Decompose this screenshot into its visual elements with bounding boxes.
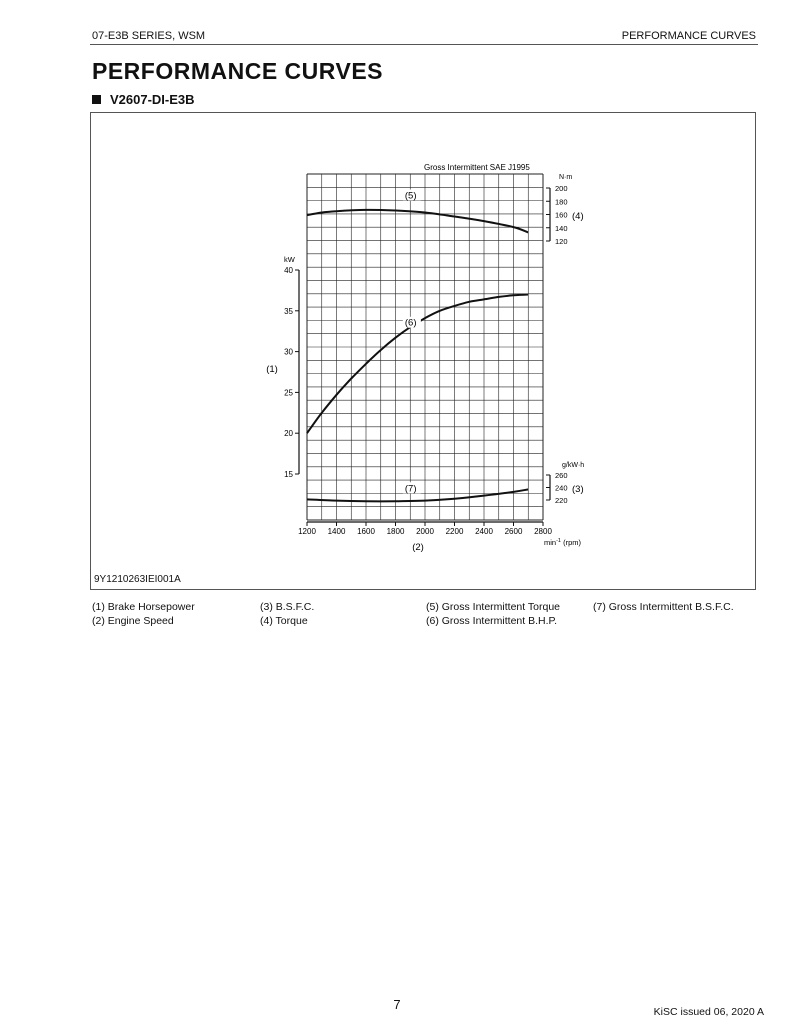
legend-item-5: (5) Gross Intermittent Torque xyxy=(426,601,561,613)
x-tick-label: 1600 xyxy=(357,527,375,536)
legend-item-7: (7) Gross Intermittent B.S.F.C. xyxy=(593,601,734,613)
power-axis-label: (1) xyxy=(266,364,278,375)
series-curve-power xyxy=(307,295,528,434)
torque-axis-label: (4) xyxy=(572,211,584,222)
series-label-power: (6) xyxy=(404,317,417,329)
power-tick-label: 30 xyxy=(284,347,293,357)
x-tick-label: 2200 xyxy=(445,527,464,536)
torque-tick-label: 160 xyxy=(555,210,568,220)
legend-item-6: (6) Gross Intermittent B.H.P. xyxy=(426,615,558,627)
torque-tick-label: 140 xyxy=(555,223,568,233)
power-axis-unit: kW xyxy=(284,255,295,264)
x-axis-label: (2) xyxy=(412,542,424,553)
x-axis-unit-superscript: -1 xyxy=(556,538,561,544)
x-tick-label: 1400 xyxy=(327,527,346,536)
header-series: 07-E3B SERIES, WSM xyxy=(92,30,206,42)
header-section: PERFORMANCE CURVES xyxy=(621,30,756,42)
x-tick-label: 1200 xyxy=(298,527,316,536)
figure-id: 9Y1210263IEI001A xyxy=(94,574,181,585)
series-curve-torque xyxy=(307,210,528,233)
page-number: 7 xyxy=(393,997,401,1012)
x-axis-unit-suffix: (rpm) xyxy=(560,538,581,547)
power-tick-label: 35 xyxy=(284,306,293,316)
legend-item-3: (3) B.S.F.C. xyxy=(260,601,315,613)
torque-axis-unit: N·m xyxy=(559,174,573,181)
page-title: PERFORMANCE CURVES xyxy=(92,58,383,84)
power-tick-label: 40 xyxy=(284,266,293,275)
power-tick-label: 25 xyxy=(284,388,293,398)
torque-tick-label: 120 xyxy=(555,237,568,246)
chart-axes xyxy=(295,188,550,526)
x-tick-label: 2600 xyxy=(504,527,523,536)
bsfc-tick-label: 220 xyxy=(555,496,568,505)
power-tick-label: 15 xyxy=(284,470,293,479)
legend-item-4: (4) Torque xyxy=(260,615,308,627)
legend-item-2: (2) Engine Speed xyxy=(92,615,174,627)
torque-tick-label: 180 xyxy=(555,197,568,207)
power-tick-label: 20 xyxy=(284,429,293,439)
model-name: V2607-DI-E3B xyxy=(110,92,195,107)
bsfc-axis-label: (3) xyxy=(572,484,584,495)
bsfc-tick-label: 240 xyxy=(555,483,568,493)
chart-title: Gross Intermittent SAE J1995 xyxy=(424,163,530,172)
series-label-torque: (5) xyxy=(404,190,417,202)
series-label-bsfc: (7) xyxy=(404,483,417,495)
x-tick-label: 2800 xyxy=(534,527,552,536)
bsfc-axis-unit: g/kW·h xyxy=(562,462,585,469)
torque-tick-label: 200 xyxy=(555,184,568,193)
x-tick-label: 2400 xyxy=(475,527,493,536)
x-axis-unit: $\min^{-1} (rpm)$ xyxy=(544,538,581,547)
x-tick-label: 2000 xyxy=(416,527,434,536)
x-tick-label: 1800 xyxy=(386,527,405,536)
legend-item-1: (1) Brake Horsepower xyxy=(92,601,195,613)
issue-note: KiSC issued 06, 2020 A xyxy=(653,1006,764,1018)
bsfc-tick-label: 260 xyxy=(555,471,568,480)
